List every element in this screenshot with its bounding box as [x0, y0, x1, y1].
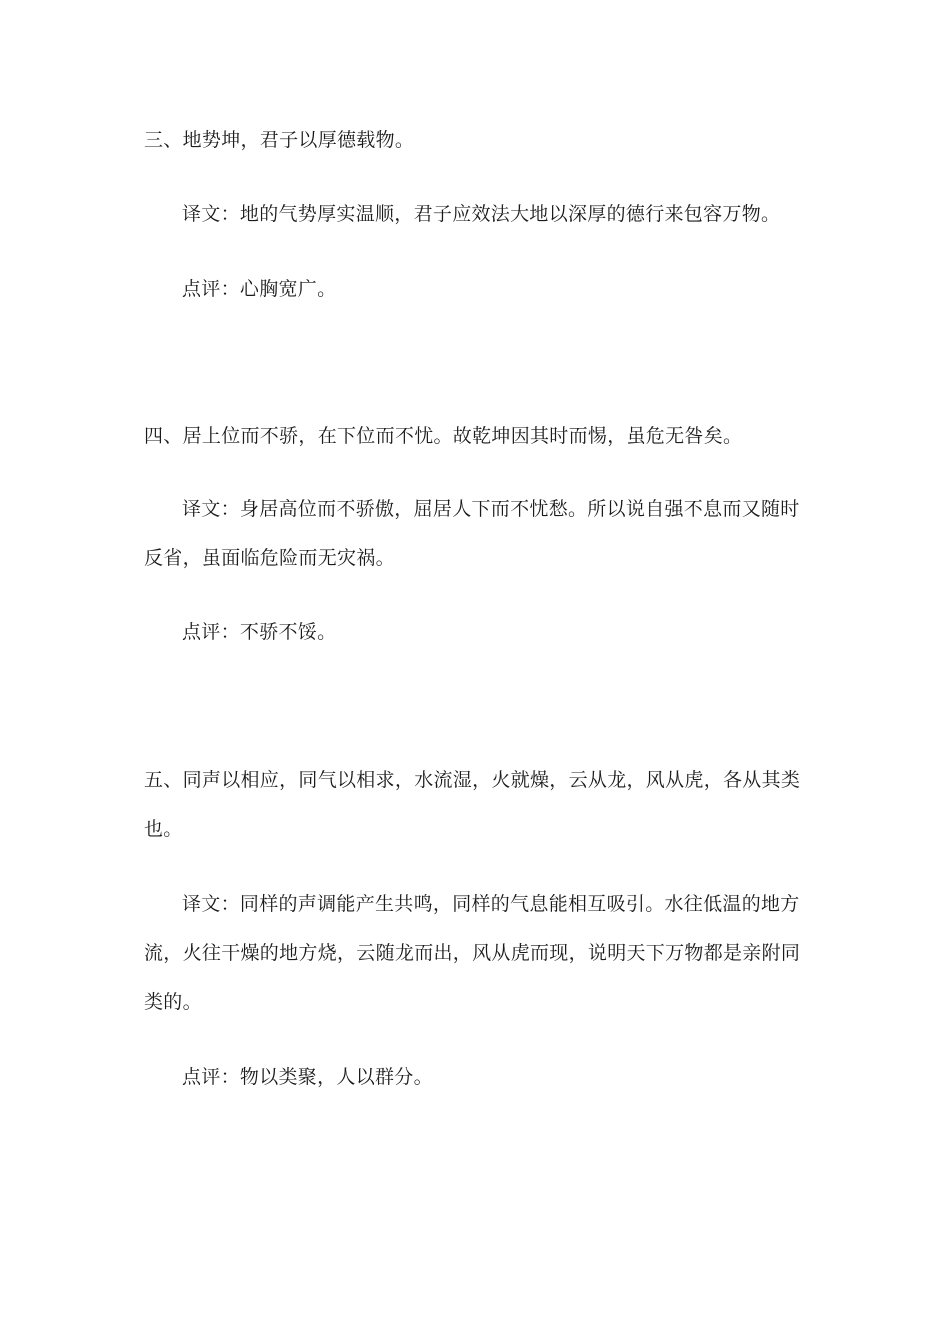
section-3-heading: 三、地势坤，君子以厚德载物。 [144, 129, 415, 151]
section-4-comment: 点评：不骄不馁。 [182, 621, 337, 643]
section-3-comment: 点评：心胸宽广。 [182, 278, 337, 300]
section-4-heading: 四、居上位而不骄，在下位而不忧。故乾坤因其时而惕，虽危无咎矣。 [144, 425, 743, 447]
section-4-translation: 译文：身居高位而不骄傲，屈居人下而不忧愁。所以说自强不息而又随时反省，虽面临危险而无灾祸。 [144, 498, 800, 569]
section-5-heading: 五、同声以相应，同气以相求，水流湿，火就燥，云从龙，风从虎，各从其类也。 [144, 769, 801, 840]
section-3-translation: 译文：地的气势厚实温顺，君子应效法大地以深厚的德行来包容万物。 [182, 203, 781, 225]
section-5-translation: 译文：同样的声调能产生共鸣，同样的气息能相互吸引。水往低温的地方流，火往干燥的地方烧，云随龙而出，风从虎而现，说明天下万物都是亲附同类的。 [144, 893, 801, 1013]
section-5-comment: 点评：物以类聚，人以群分。 [182, 1066, 433, 1088]
